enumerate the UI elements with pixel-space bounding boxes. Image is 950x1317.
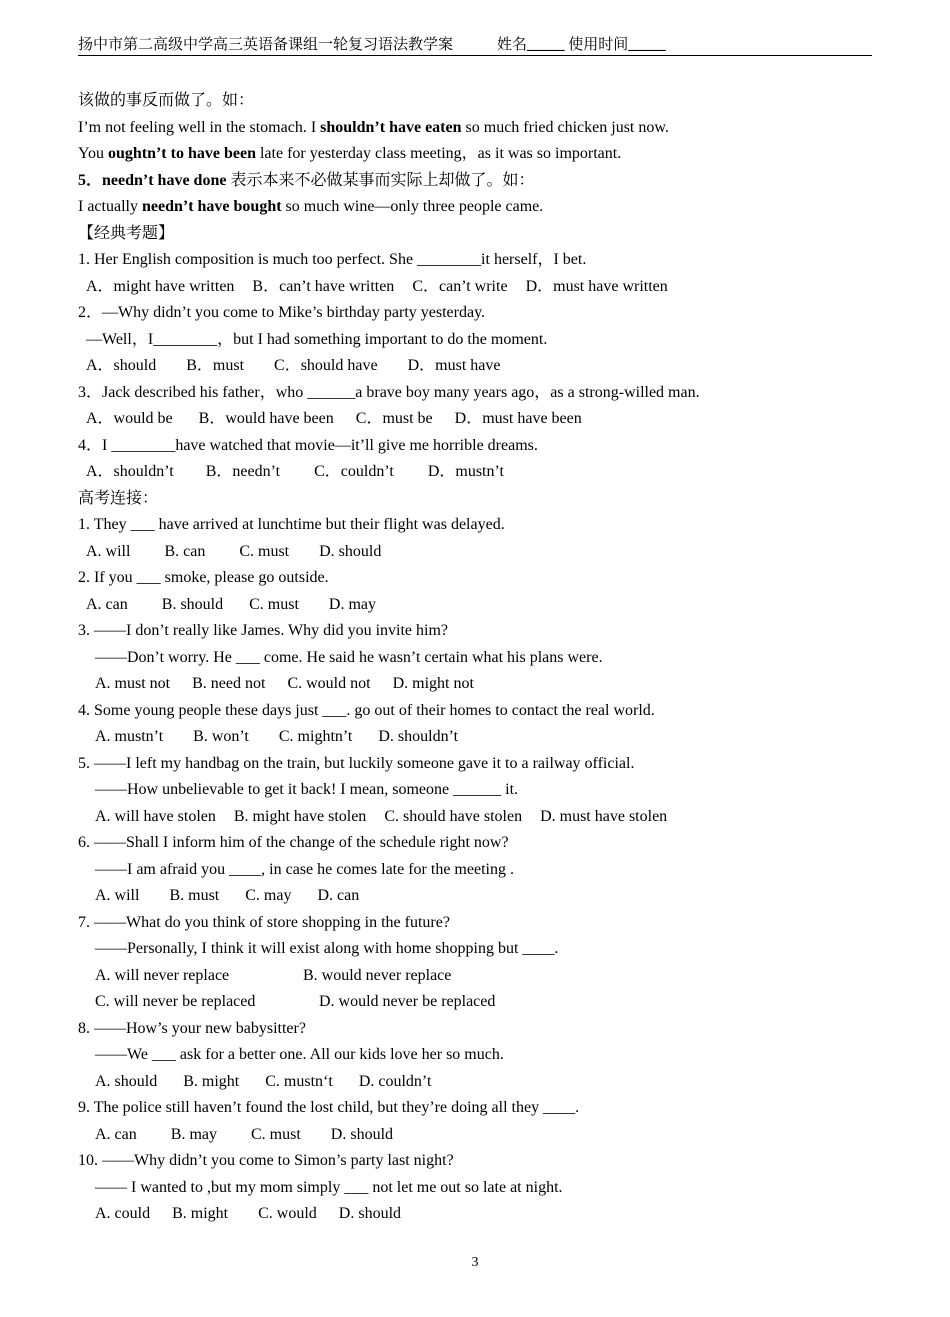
question-dialogue: ——Personally, I think it will exist along with home shopping but ____. bbox=[95, 940, 559, 957]
example-sentence bbox=[78, 115, 878, 142]
rule-point-5 bbox=[78, 168, 878, 195]
option: C. must bbox=[249, 595, 299, 613]
option: D. must have stolen bbox=[540, 807, 668, 825]
question: 9. The police still haven’t found the lost child, but they’re doing all they ____. bbox=[78, 1099, 580, 1116]
section-heading-classic: 【经典考题】 bbox=[78, 224, 175, 242]
option: B. would never replace bbox=[303, 966, 452, 984]
question-options bbox=[78, 883, 878, 910]
question: 4. Some young people these days just ___. go out of their homes to contact the real world. bbox=[78, 701, 655, 719]
time-blank: _____ bbox=[628, 37, 666, 53]
option: D. couldn’t bbox=[358, 1072, 432, 1090]
example-text: You bbox=[78, 145, 108, 162]
example-text: so much wine—only three people came. bbox=[281, 198, 544, 215]
option: D．must have been bbox=[454, 410, 582, 427]
option: D. shouldn’t bbox=[378, 728, 459, 745]
option: C. will never be replaced bbox=[95, 993, 256, 1010]
question-options bbox=[78, 274, 878, 301]
question-options bbox=[78, 724, 878, 751]
name-blank: _____ bbox=[527, 37, 565, 53]
question: 2．—Why didn’t you come to Mike’s birthday party yesterday. bbox=[78, 304, 486, 321]
option: C．couldn’t bbox=[314, 463, 394, 480]
option: D. may bbox=[328, 595, 377, 613]
option: A. will bbox=[86, 542, 131, 560]
question-options bbox=[78, 1069, 878, 1096]
question: 1. They ___ have arrived at lunchtime but their flight was delayed. bbox=[78, 516, 505, 533]
option: C．must be bbox=[355, 410, 433, 427]
option: B. need not bbox=[192, 675, 266, 692]
option: A. will never replace bbox=[95, 966, 230, 984]
option: C. would bbox=[258, 1205, 317, 1222]
question-options bbox=[78, 353, 878, 380]
example-key-phrase: needn’t have bought bbox=[141, 198, 282, 215]
example-text: I’m not feeling well in the stomach. I bbox=[78, 118, 321, 136]
question: 3. ——I don’t really like James. Why did you invite him? bbox=[78, 622, 449, 639]
option: B. won’t bbox=[193, 728, 249, 745]
option: C. must bbox=[250, 1125, 301, 1143]
question-dialogue: —Well，I________，but I had something important to do the moment. bbox=[86, 330, 548, 348]
question: 1. Her English composition is much too perfect. She ________it herself，I bet. bbox=[78, 251, 587, 268]
question-dialogue: —— I wanted to ,but my mom simply ___ not let me out so late at night. bbox=[95, 1178, 563, 1196]
option: A. will bbox=[95, 887, 140, 904]
rule-key-phrase: 5．needn’t have done bbox=[78, 171, 227, 189]
question: 10. ——Why didn’t you come to Simon’s party last night? bbox=[78, 1152, 454, 1169]
page-number: 3 bbox=[471, 1255, 479, 1270]
question-options bbox=[78, 671, 878, 698]
question-dialogue: ——We ___ ask for a better one. All our kids love her so much. bbox=[95, 1046, 504, 1063]
option: C. must bbox=[239, 542, 290, 560]
option: C. mustn‘t bbox=[265, 1072, 333, 1090]
intro-line bbox=[78, 88, 878, 115]
option: B．must bbox=[186, 357, 245, 374]
question: 3．Jack described his father，who ______a brave boy many years ago，as a strong-willed man. bbox=[78, 383, 700, 401]
option: C．should have bbox=[274, 357, 378, 374]
time-label: 使用时间 bbox=[568, 37, 629, 53]
question: 8. ——How’s your new babysitter? bbox=[78, 1019, 306, 1037]
example-key-phrase: oughtn’t to have been bbox=[107, 145, 256, 162]
question-options bbox=[78, 804, 878, 831]
question-options bbox=[78, 406, 878, 433]
option: D. might not bbox=[392, 675, 474, 692]
name-label: 姓名 bbox=[497, 37, 528, 53]
worksheet-content bbox=[78, 88, 878, 1228]
option: A．would be bbox=[86, 410, 173, 427]
rule-text: 表示本来不必做某事而实际上却做了。如： bbox=[226, 171, 535, 189]
option: A. will have stolen bbox=[95, 807, 216, 825]
example-key-phrase: shouldn’t have eaten bbox=[320, 118, 462, 136]
example-sentence bbox=[78, 141, 878, 168]
option: D. should bbox=[338, 1205, 402, 1222]
question: 7. ——What do you think of store shopping in the future? bbox=[78, 913, 450, 931]
option: A. could bbox=[95, 1205, 151, 1222]
page-header bbox=[78, 36, 872, 56]
option: B. might bbox=[183, 1072, 240, 1090]
intro-text: 该做的事反而做了。如： bbox=[78, 92, 255, 109]
option: C. should have stolen bbox=[384, 807, 523, 825]
option: A. can bbox=[86, 595, 128, 613]
option: C．can’t write bbox=[412, 277, 508, 295]
question-dialogue: ——How unbelievable to get it back! I mean, someone ______ it. bbox=[95, 781, 519, 798]
option: D．mustn’t bbox=[427, 463, 504, 480]
question-options bbox=[78, 989, 878, 1016]
question-dialogue: ——I am afraid you ____, in case he comes late for the meeting . bbox=[95, 860, 514, 878]
option: D. can bbox=[317, 887, 360, 904]
question-options bbox=[78, 963, 878, 990]
option: A．might have written bbox=[86, 277, 235, 295]
option: A. should bbox=[95, 1072, 158, 1090]
option: B．needn’t bbox=[205, 463, 281, 480]
question: 4．I ________have watched that movie—it’ll give me horrible dreams. bbox=[78, 436, 538, 454]
example-text: so much fried chicken just now. bbox=[461, 118, 669, 136]
option: A. can bbox=[95, 1125, 137, 1143]
question-options bbox=[78, 592, 878, 619]
question-dialogue: ——Don’t worry. He ___ come. He said he wasn’t certain what his plans were. bbox=[95, 648, 603, 666]
question-options bbox=[78, 1122, 878, 1149]
option: B. must bbox=[169, 887, 220, 904]
option: D．must have bbox=[407, 357, 501, 374]
option: A．should bbox=[86, 357, 157, 374]
option: A．shouldn’t bbox=[86, 463, 174, 480]
question-options bbox=[78, 539, 878, 566]
example-sentence bbox=[78, 194, 878, 221]
header-title: 扬中市第二高级中学高三英语备课组一轮复习语法教学案 bbox=[78, 37, 454, 53]
example-text: late for yesterday class meeting，as it was so important. bbox=[255, 145, 622, 162]
option: B. can bbox=[164, 542, 206, 560]
option: B. should bbox=[161, 595, 224, 613]
option: D. should bbox=[319, 542, 382, 560]
option: B．can’t have written bbox=[252, 277, 395, 295]
option: D．must have written bbox=[525, 277, 668, 295]
example-text: I actually bbox=[78, 198, 142, 215]
option: D. would never be replaced bbox=[319, 993, 496, 1010]
question-options bbox=[78, 459, 878, 486]
question: 5. ——I left my handbag on the train, but luckily someone gave it to a railway official. bbox=[78, 754, 635, 772]
option: C. may bbox=[245, 887, 292, 904]
question: 2. If you ___ smoke, please go outside. bbox=[78, 569, 329, 586]
option: B. might bbox=[172, 1205, 229, 1222]
question-options bbox=[78, 1201, 878, 1228]
option: C. would not bbox=[287, 675, 371, 692]
option: A. mustn’t bbox=[95, 728, 164, 745]
option: B. may bbox=[170, 1125, 217, 1143]
question: 6. ——Shall I inform him of the change of the schedule right now? bbox=[78, 834, 509, 851]
option: A. must not bbox=[95, 675, 171, 692]
option: B．would have been bbox=[198, 410, 334, 427]
section-heading-gaokao: 高考连接： bbox=[78, 489, 159, 507]
option: C. mightn’t bbox=[278, 728, 353, 745]
option: D. should bbox=[330, 1125, 394, 1143]
option: B. might have stolen bbox=[233, 807, 367, 825]
